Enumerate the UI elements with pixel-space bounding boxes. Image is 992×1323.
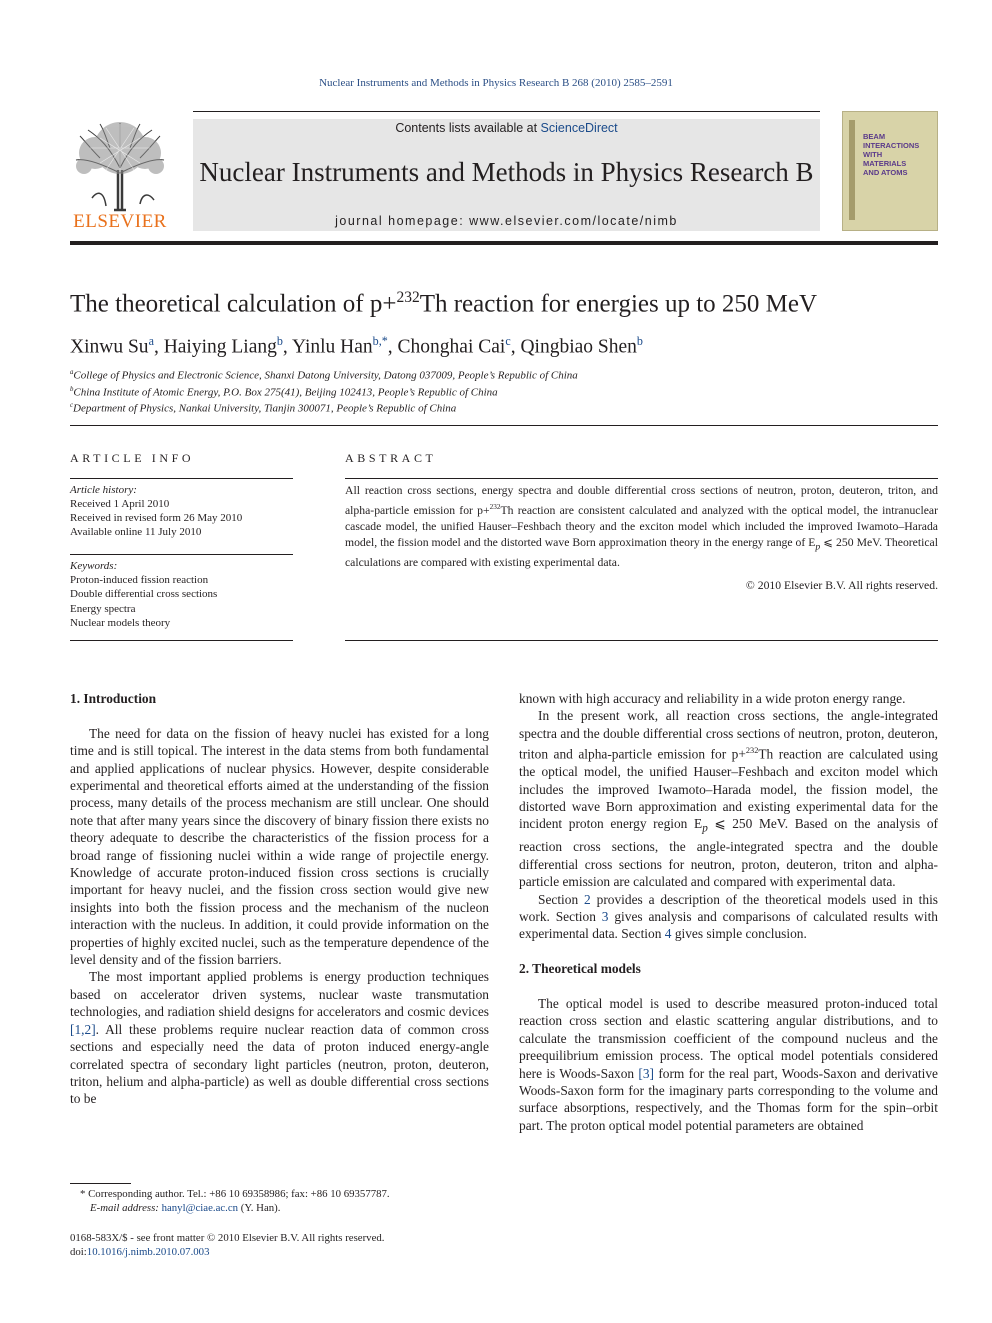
author-name[interactable]: Haiying Liang bbox=[163, 336, 277, 358]
journal-citation[interactable]: Nuclear Instruments and Methods in Physics Research B 268 (2010) 2585–2591 bbox=[319, 77, 673, 89]
paragraph-part: provides a description of the theoretical models used in this work. Section bbox=[519, 891, 939, 925]
article-info-rule bbox=[70, 554, 293, 555]
paragraph-part: The most important applied problems is energy production techniques based on accelerator driven systems, nuclear waste transmutation technologies, and radiation shield designs for accelerators and cosmic devices bbox=[70, 969, 489, 1020]
body-column-right bbox=[519, 690, 938, 1134]
contents-prefix: Contents lists available at bbox=[395, 121, 541, 135]
paragraph-part: gives simple conclusion. bbox=[671, 926, 807, 942]
title-superscript: 232 bbox=[396, 289, 420, 306]
affiliation bbox=[70, 366, 938, 383]
abstract-heading: ABSTRACT bbox=[345, 451, 437, 465]
keyword: Nuclear models theory bbox=[70, 616, 171, 629]
paragraph-subscript: p bbox=[702, 822, 708, 835]
citation-link[interactable]: [1,2] bbox=[70, 1021, 96, 1037]
paragraph-part: Th reaction are calculated using the optical model, the unified Hauser–Feshbach and exciton model which includes the improved Iwamoto–Harada model, the fission model, the distorted wave Born approximation and existing experimental data for the incident proton energy region E bbox=[519, 746, 938, 832]
email-label: E-mail address: bbox=[90, 1202, 159, 1214]
footnote-email bbox=[70, 1201, 489, 1215]
doi-label: doi: bbox=[70, 1246, 87, 1258]
keyword: Double differential cross sections bbox=[70, 588, 218, 601]
abstract-part: Th reaction are consistent calculated and analyzed with the optical model, the intranuclear cascade model, the unified Hauser–Feshbach theory and the exciton model which included the improved Iwamoto–Harada model, the fission model and the distorted wave Born approximation theory in the energy range of E bbox=[345, 503, 938, 549]
journal-cover-thumbnail[interactable] bbox=[842, 111, 938, 231]
email-link[interactable]: hanyl@ciae.ac.cn bbox=[161, 1202, 239, 1214]
footnote-mark: * bbox=[80, 1188, 86, 1200]
affiliation-text: China Institute of Atomic Energy, P.O. Box 275(41), Beijing 102413, People’s Republic of China bbox=[73, 386, 498, 399]
footnote bbox=[70, 1187, 489, 1215]
body-paragraph bbox=[519, 995, 938, 1134]
author-name[interactable]: Qingbiao Shen bbox=[520, 336, 637, 358]
abstract-part: All reaction cross sections, energy spectra and double differential cross sections of neutron, proton, deuteron, triton, and alpha-particle emission for p+ bbox=[345, 484, 938, 517]
paragraph-part: ⩽ 250 MeV. Based on the analysis of reaction cross sections, the angle-integrated spectra and the double differential cross sections for neutron, proton, deuteron, triton and alpha-particle emission are calculated and compared with experimental data. bbox=[519, 816, 938, 890]
journal-name[interactable]: Nuclear Instruments and Methods in Physics Research B bbox=[199, 157, 814, 187]
article-title bbox=[70, 289, 938, 318]
cover-strip bbox=[849, 120, 855, 220]
title-part: The theoretical calculation of p+ bbox=[70, 290, 397, 318]
author-name[interactable]: Xinwu Su bbox=[70, 336, 149, 358]
section-heading: 2. Theoretical models bbox=[519, 961, 641, 977]
section-link[interactable]: 3 bbox=[601, 909, 609, 925]
affiliation-list bbox=[70, 366, 938, 416]
affiliation-text: Department of Physics, Nankai University, Tianjin 300071, People’s Republic of China bbox=[73, 402, 457, 415]
keywords bbox=[70, 559, 293, 630]
author-separator: , bbox=[153, 336, 164, 358]
footnote-corresponding bbox=[70, 1187, 489, 1201]
history-item: Received 1 April 2010 bbox=[70, 498, 170, 510]
author-list bbox=[70, 334, 938, 359]
cover-title-line: BEAM bbox=[863, 132, 886, 141]
author-affiliation-mark[interactable]: a bbox=[148, 334, 154, 348]
doi-link[interactable]: 10.1016/j.nimb.2010.07.003 bbox=[86, 1246, 210, 1258]
history-item: Received in revised form 26 May 2010 bbox=[70, 512, 243, 524]
abstract-part: ⩽ 250 MeV. Theoretical calculations are compared with existing experimental data. bbox=[345, 535, 938, 570]
cover-title-line: AND ATOMS bbox=[863, 168, 908, 177]
author-affiliation-mark[interactable]: c bbox=[505, 334, 511, 348]
author-separator: , bbox=[510, 336, 521, 358]
body-column-left bbox=[70, 690, 489, 1108]
paragraph-part: Section bbox=[538, 891, 585, 907]
sciencedirect-link[interactable]: ScienceDirect bbox=[540, 121, 618, 135]
paragraph-part: The optical model is used to describe measured proton-induced total reaction cross section and elastic scattering angular distributions, and to calculate the transmission coefficient of the compound nucleus and the preequilibrium emission process. The optical model potentials considered here is Woods-Saxon bbox=[519, 996, 938, 1081]
author-name[interactable]: Yinlu Han bbox=[291, 336, 373, 358]
paragraph-part: In the present work, all reaction cross sections, the angle-integrated spectra and the double differential cross sections of neutron, proton, deuteron, triton and alpha-particle emission for p+ bbox=[519, 708, 938, 762]
abstract-text bbox=[345, 483, 938, 571]
affiliation bbox=[70, 399, 938, 416]
abstract-subscript: p bbox=[815, 541, 821, 553]
cover-title-line: INTERACTIONS bbox=[863, 141, 920, 150]
article-info-rule bbox=[70, 640, 293, 641]
section-heading: 1. Introduction bbox=[70, 691, 157, 706]
keyword: Proton-induced fission reaction bbox=[70, 574, 209, 587]
author-name[interactable]: Chonghai Cai bbox=[397, 336, 506, 358]
author-affiliation-mark[interactable]: b bbox=[276, 334, 283, 348]
keywords-label: Keywords: bbox=[70, 560, 118, 572]
article-info-rule bbox=[70, 478, 293, 479]
contents-line bbox=[193, 121, 820, 135]
body-paragraph bbox=[519, 707, 938, 890]
header-thick-rule bbox=[70, 241, 938, 245]
header-rule bbox=[193, 111, 820, 112]
footnote-text: Corresponding author. Tel.: +86 10 69358986; fax: +86 10 69357787. bbox=[88, 1188, 390, 1200]
front-matter bbox=[70, 1231, 489, 1259]
affiliation-text: College of Physics and Electronic Science, Shanxi Datong University, Datong 037009, People’s Republic of China bbox=[73, 369, 578, 382]
title-part: Th reaction for energies up to 250 MeV bbox=[419, 290, 818, 318]
abstract-superscript: 232 bbox=[489, 503, 501, 511]
affiliation-mark: c bbox=[70, 402, 74, 410]
paragraph-part: gives analysis and comparisons of calculated results with experimental data. Section bbox=[519, 909, 938, 942]
tree-icon bbox=[70, 118, 170, 213]
abstract-rule bbox=[345, 640, 938, 641]
body-paragraph bbox=[70, 968, 489, 1107]
cover-title bbox=[863, 132, 935, 177]
email-suffix: (Y. Han). bbox=[238, 1202, 281, 1214]
issn-line: 0168-583X/$ - see front matter © 2010 Elsevier B.V. All rights reserved. bbox=[70, 1232, 385, 1244]
journal-homepage[interactable]: journal homepage: www.elsevier.com/locate/nimb bbox=[335, 214, 678, 228]
spacer bbox=[519, 943, 938, 960]
affiliation-mark: a bbox=[70, 369, 74, 376]
author-separator: , bbox=[387, 336, 398, 358]
section-rule bbox=[70, 425, 938, 426]
abstract-rule bbox=[345, 478, 938, 479]
history-label: Article history: bbox=[70, 484, 137, 496]
keyword: Energy spectra bbox=[70, 602, 136, 615]
citation-link[interactable]: [3] bbox=[638, 1065, 655, 1081]
doi-line bbox=[70, 1245, 489, 1259]
affiliation-mark: b bbox=[70, 385, 74, 393]
article-info-heading: ARTICLE INFO bbox=[70, 451, 195, 465]
article-history bbox=[70, 483, 293, 539]
paragraph-superscript: 232 bbox=[745, 746, 759, 756]
author-separator: , bbox=[282, 336, 292, 358]
body-paragraph: The need for data on the fission of heavy nuclei has existed for a long time and is still topical. The interest in the data stems from both fundamental and applied applications of nuclear physics. However, despite considerable experimental and theoretical efforts aimed at the understanding of the fission process, many details of the process mechanism are still unclear. One should note that after many years since the discovery of binary fission there exists no theory adequate to describe the characteristics of the fission process for a broad range of fissioning nuclei within a wide range of projectile energy. Knowledge of accurate proton-induced fission cross sections is crucially important for heavy nuclei, and the fission cross section would give new insights into both the fission process and the mechanism of the nucleon interaction with the nucleus. In addition, it could provide information on the properties of highly excited nuclei, such as the temperature dependence of the level density and of the fission barriers. bbox=[70, 725, 489, 968]
body-paragraph: known with high accuracy and reliability in a wide proton energy range. bbox=[519, 691, 906, 706]
journal-banner bbox=[193, 119, 820, 231]
body-paragraph bbox=[519, 891, 938, 943]
footnote-rule bbox=[70, 1183, 131, 1184]
paragraph-part: . All these problems require nuclear reaction data of common cross sections and especially need the data of proton induced energy-angle correlated spectra of secondary light particles (neutron, proton, deuteron, triton, helium and alpha-particle) as well as double differential cross sections to be bbox=[70, 1021, 489, 1107]
section-link[interactable]: 2 bbox=[584, 891, 591, 907]
history-item: Available online 11 July 2010 bbox=[70, 526, 202, 538]
elsevier-logo[interactable] bbox=[70, 118, 170, 233]
cover-title-line: MATERIALS bbox=[863, 159, 907, 168]
affiliation bbox=[70, 383, 938, 400]
section-link[interactable]: 4 bbox=[664, 926, 672, 942]
cover-title-line: WITH bbox=[863, 150, 883, 159]
paragraph-part: form for the real part, Woods-Saxon and derivative Woods-Saxon form for the imaginary parts corresponding to the volume and surface absorptions, respectively, and the Thomas form for the spin–orbit part. The proton optical model potential parameters are obtained bbox=[519, 1065, 938, 1133]
elsevier-wordmark: ELSEVIER bbox=[73, 211, 167, 232]
copyright-notice: © 2010 Elsevier B.V. All rights reserved. bbox=[745, 579, 938, 592]
author-affiliation-mark[interactable]: b bbox=[636, 334, 643, 348]
author-affiliation-mark[interactable]: b,* bbox=[372, 334, 388, 348]
